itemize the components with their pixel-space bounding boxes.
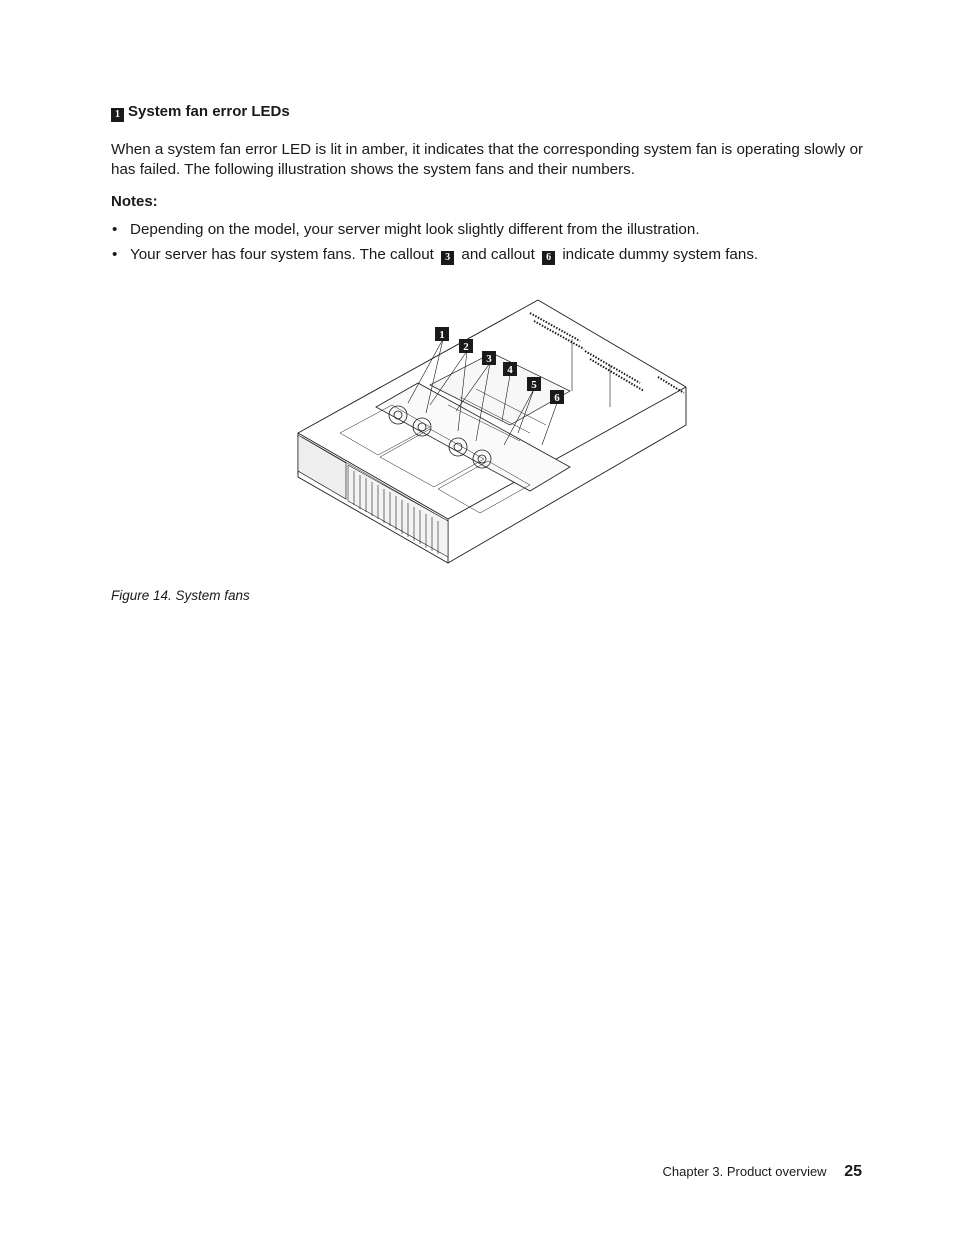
footer-chapter: Chapter 3. Product overview bbox=[662, 1164, 827, 1179]
callout-badge: 3 bbox=[441, 251, 454, 265]
note-text-middle: and callout bbox=[461, 246, 535, 263]
front-panel bbox=[298, 435, 346, 499]
bullet-icon: • bbox=[112, 221, 118, 238]
note-text: Depending on the model, your server might look slightly different from the illustration. bbox=[130, 221, 700, 238]
notes-list bbox=[111, 220, 871, 270]
note-item bbox=[111, 245, 871, 270]
callout-badge: 1 bbox=[111, 108, 124, 122]
bullet-icon: • bbox=[112, 246, 118, 263]
figure-callout-label: 5 bbox=[531, 379, 537, 391]
note-item bbox=[111, 220, 871, 245]
section-heading bbox=[111, 103, 290, 122]
figure-caption: Figure 14. System fans bbox=[111, 588, 250, 603]
note-text-before: Your server has four system fans. The callout bbox=[130, 246, 434, 263]
figure-callout-label: 6 bbox=[554, 392, 560, 404]
figure-callout-label: 1 bbox=[439, 329, 445, 341]
figure-callout-label: 4 bbox=[507, 364, 513, 376]
note-text-after: indicate dummy system fans. bbox=[562, 246, 759, 263]
drive-bays bbox=[348, 465, 448, 557]
server-fan-illustration bbox=[280, 295, 690, 570]
callout-badge: 6 bbox=[542, 251, 555, 265]
section-title: System fan error LEDs bbox=[128, 103, 290, 120]
figure-callout-label: 3 bbox=[486, 353, 492, 365]
intro-paragraph: When a system fan error LED is lit in amber, it indicates that the corresponding system fan is operating slowly or has failed. The following illustration shows the system fans and their numbers. bbox=[111, 141, 864, 178]
page-footer bbox=[663, 1163, 862, 1181]
figure-callout-label: 2 bbox=[463, 341, 469, 353]
page-number: 25 bbox=[844, 1163, 862, 1180]
notes-title: Notes: bbox=[111, 193, 158, 210]
